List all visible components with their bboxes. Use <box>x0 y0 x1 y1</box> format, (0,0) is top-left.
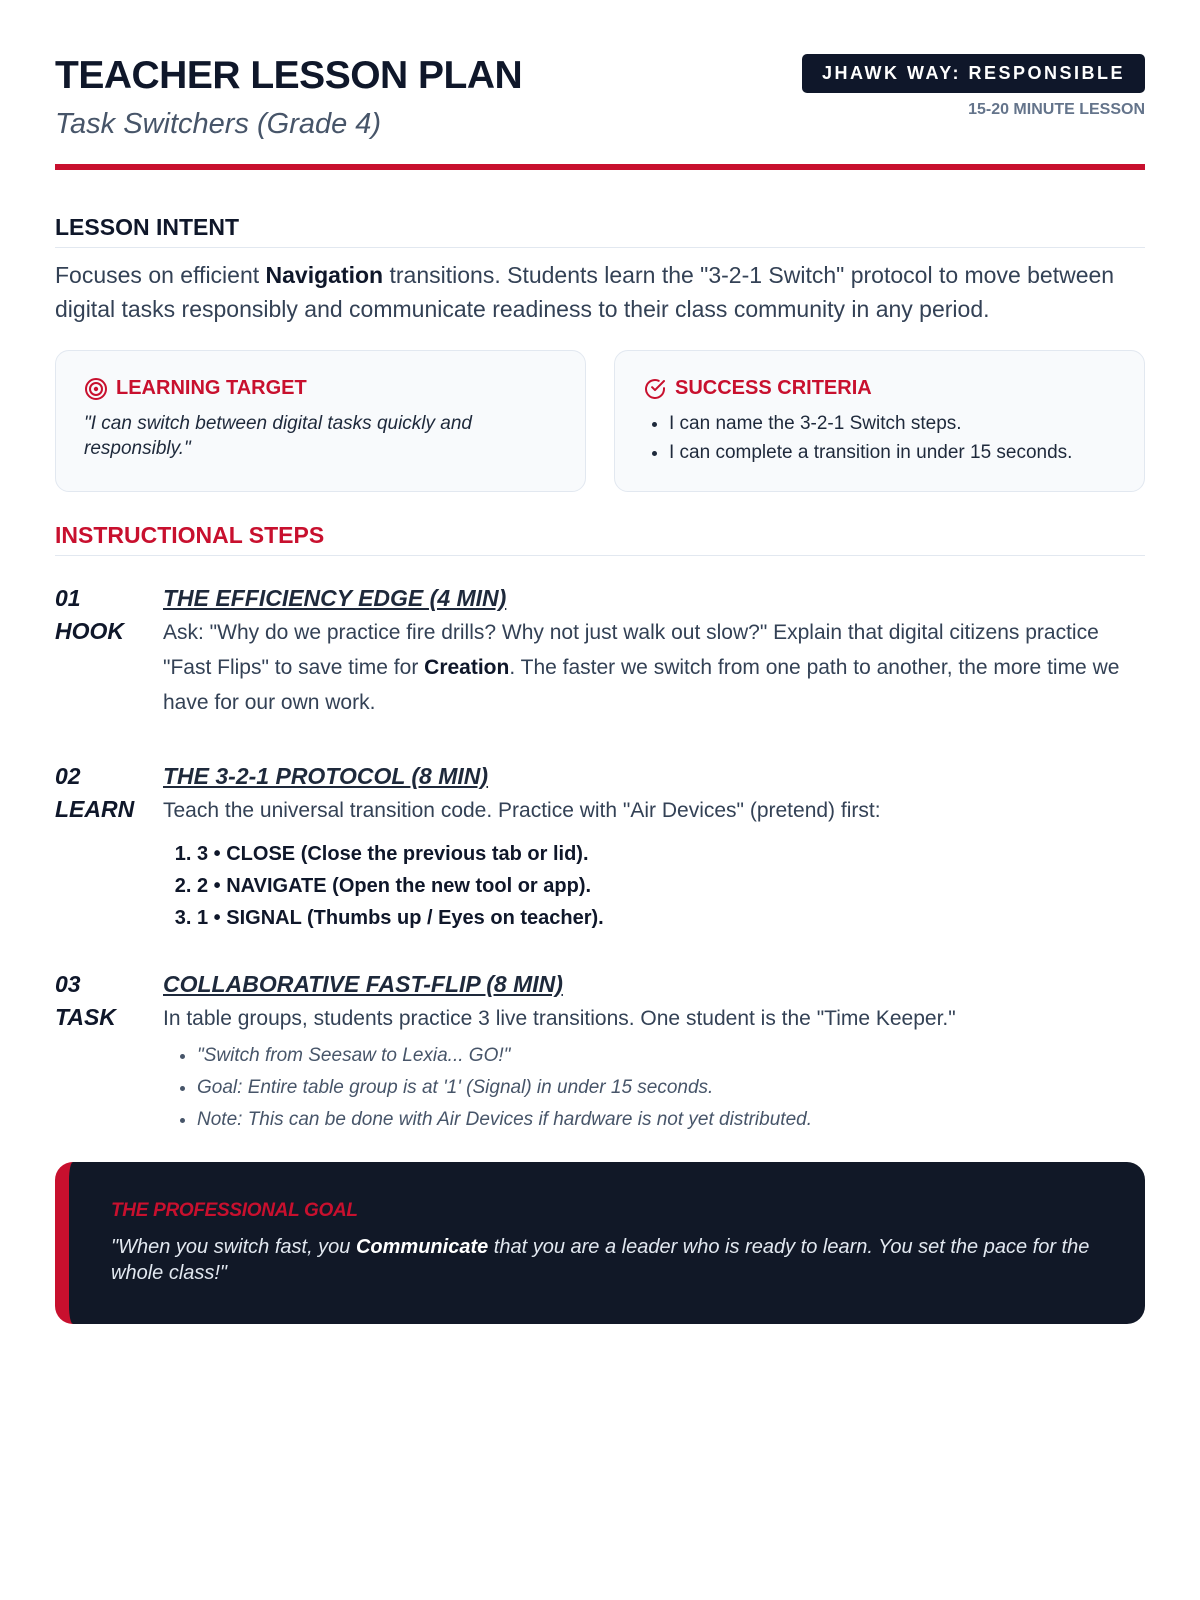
list-item: • Note: This can be done with Air Devices if hardware is not yet distributed. <box>197 1104 1145 1136</box>
step-text: In table groups, students practice 3 live transitions. One student is the "Time Keeper." <box>163 1006 956 1030</box>
step-index: 01 <box>55 584 81 611</box>
learning-target-heading <box>84 377 557 401</box>
step-hook <box>55 582 1145 720</box>
protocol-steps-list <box>163 838 1145 934</box>
instructional-steps-heading: INSTRUCTIONAL STEPS <box>55 522 1145 556</box>
step-label: LEARN <box>55 795 135 822</box>
step-task <box>55 968 1145 1136</box>
goal-text-part: that you are a leader who is ready to learn. You set the pace for the whole class!" <box>111 1235 1090 1284</box>
lesson-duration: 15-20 MINUTE LESSON <box>968 101 1145 118</box>
task-notes-list <box>163 1040 1145 1136</box>
success-criteria-card <box>614 350 1145 492</box>
page-header <box>55 50 1145 142</box>
step-title: COLLABORATIVE FAST-FLIP (8 MIN) <box>163 970 563 997</box>
step-number <box>55 968 163 1136</box>
list-item: 2. 2 • NAVIGATE (Open the new tool or app). <box>197 870 1145 902</box>
intent-text-part: transitions. Students learn the "3-2-1 Switch" protocol to move between digital tasks responsibly and communicate readiness to their class community in any period. <box>55 261 1115 322</box>
page-subtitle: Task Switchers (Grade 4) <box>55 107 382 140</box>
list-item: 3. 1 • SIGNAL (Thumbs up / Eyes on teacher). <box>197 902 1145 934</box>
goal-text-part: "When you switch fast, you <box>111 1235 356 1258</box>
lesson-intent-text <box>55 258 1145 326</box>
jhawk-way-badge: JHAWK WAY: RESPONSIBLE <box>802 54 1145 93</box>
step-index: 02 <box>55 762 81 789</box>
step-label: HOOK <box>55 617 124 644</box>
step-text <box>163 615 1145 720</box>
step-label: TASK <box>55 1003 116 1030</box>
lesson-intent-heading: LESSON INTENT <box>55 214 1145 248</box>
success-criteria-label: SUCCESS CRITERIA <box>675 377 872 400</box>
title-block <box>55 50 522 142</box>
page-title: TEACHER LESSON PLAN <box>55 54 523 97</box>
list-item: • "Switch from Seesaw to Lexia... GO!" <box>197 1040 1145 1072</box>
target-criteria-cards <box>55 350 1145 492</box>
intent-bold-term: Navigation <box>265 261 384 288</box>
step-text-part: Ask: "Why do we practice fire drills? Why not just walk out slow?" Explain that digital citizens practice "Fast Flips" to save time for <box>163 620 1099 679</box>
intent-text-part: Focuses on efficient <box>55 261 266 288</box>
step-number <box>55 582 163 720</box>
target-icon <box>84 377 108 401</box>
step-body <box>163 968 1145 1136</box>
header-divider <box>55 164 1145 170</box>
professional-goal-box <box>55 1162 1145 1324</box>
step-bold-term: Creation <box>424 655 510 679</box>
list-item: 1. 3 • CLOSE (Close the previous tab or lid). <box>197 838 1145 870</box>
step-title: THE 3-2-1 PROTOCOL (8 MIN) <box>163 762 489 789</box>
list-item: • Goal: Entire table group is at '1' (Signal) in under 15 seconds. <box>197 1072 1145 1104</box>
goal-bold-term: Communicate <box>355 1235 489 1258</box>
header-meta <box>802 50 1145 119</box>
step-number <box>55 760 163 934</box>
list-item: • I can complete a transition in under 15 seconds. <box>669 438 1116 467</box>
step-body <box>163 760 1145 934</box>
learning-target-quote: "I can switch between digital tasks quickly and responsibly." <box>84 412 472 459</box>
step-text: Teach the universal transition code. Practice with "Air Devices" (pretend) first: <box>163 798 881 822</box>
success-criteria-heading <box>643 377 1116 401</box>
step-index: 03 <box>55 970 81 997</box>
check-circle-icon <box>643 377 667 401</box>
lesson-intent-section <box>55 214 1145 326</box>
step-learn <box>55 760 1145 934</box>
step-body <box>163 582 1145 720</box>
list-item: • I can name the 3-2-1 Switch steps. <box>669 409 1116 438</box>
learning-target-label: LEARNING TARGET <box>116 377 307 400</box>
step-title: THE EFFICIENCY EDGE (4 MIN) <box>163 584 507 611</box>
professional-goal-title: THE PROFESSIONAL GOAL <box>111 1199 358 1221</box>
success-criteria-list <box>643 409 1116 467</box>
learning-target-card <box>55 350 586 492</box>
step-text-part: . The faster we switch from one path to another, the more time we have for our own work. <box>163 655 1120 714</box>
professional-goal-text <box>111 1234 1103 1286</box>
